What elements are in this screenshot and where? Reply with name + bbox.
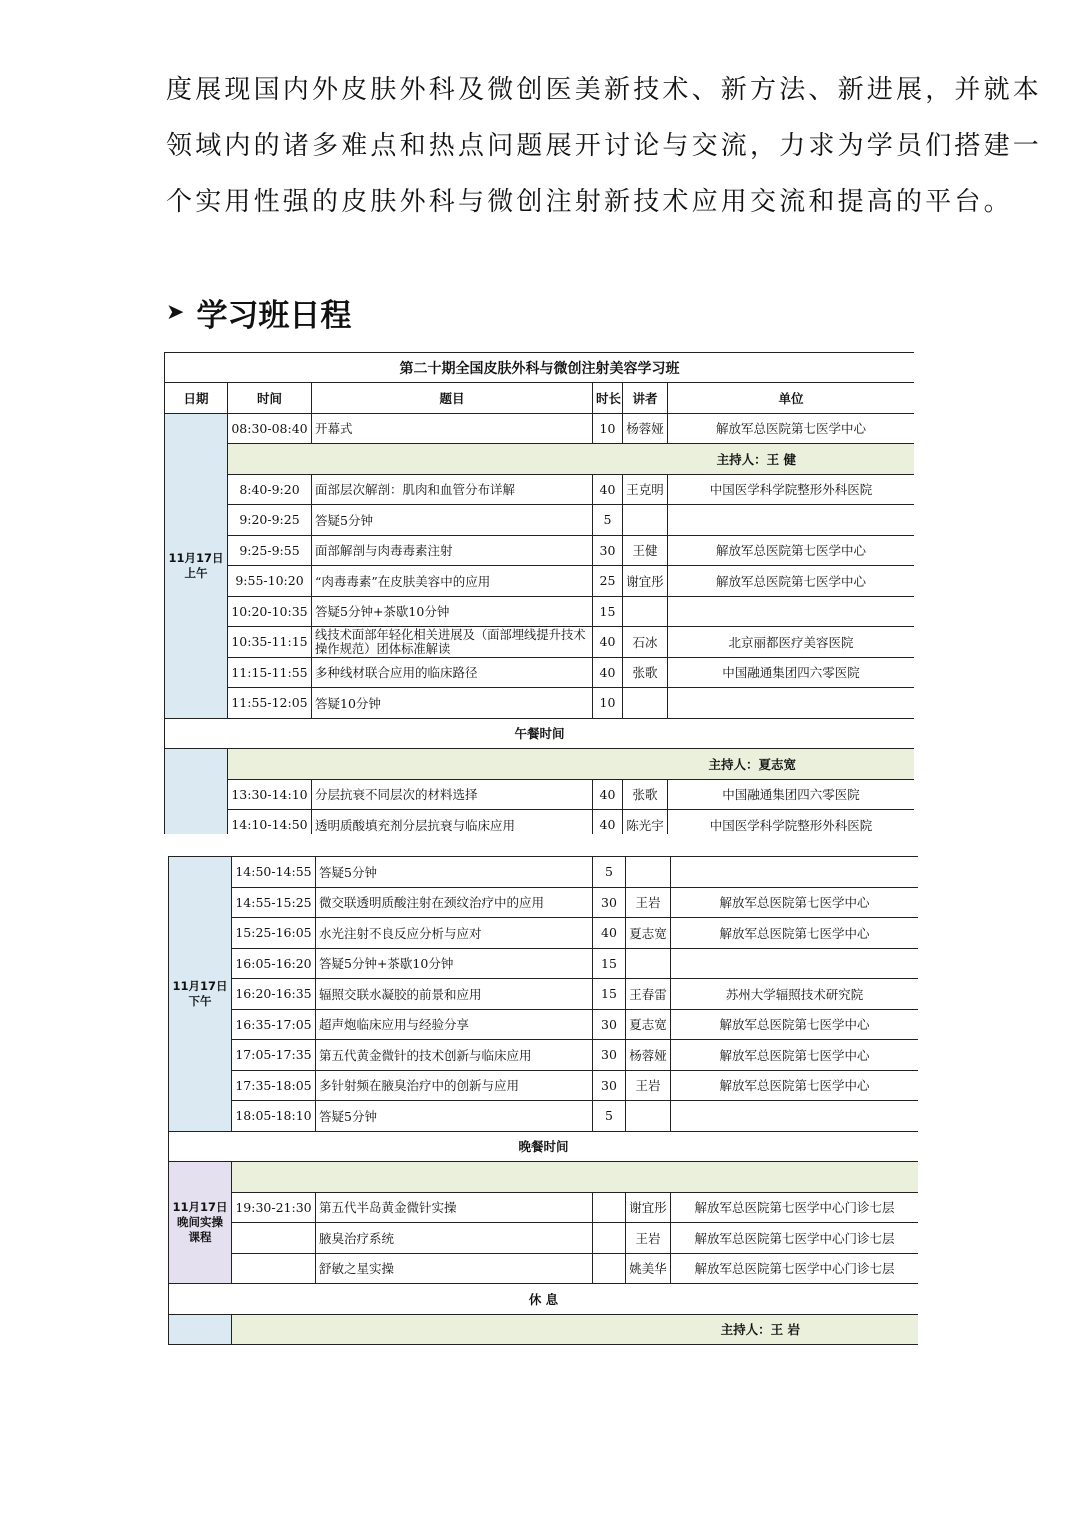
intro-paragraph	[166, 62, 1043, 230]
day-next-cell	[169, 1314, 232, 1345]
duration-cell: 40	[593, 810, 623, 835]
duration-cell: 10	[593, 413, 623, 444]
table-row	[165, 505, 915, 536]
unit-cell: 解放军总医院第七医学中心门诊七层	[671, 1223, 919, 1254]
unit-cell: 解放军总医院第七医学中心	[668, 566, 915, 597]
table-row	[165, 627, 915, 658]
duration-cell: 40	[593, 627, 623, 658]
topic-cell: 超声炮临床应用与经验分享	[316, 1009, 593, 1040]
table-row	[169, 1101, 919, 1132]
time-cell: 17:35-18:05	[232, 1070, 316, 1101]
header-speaker: 讲者	[623, 383, 668, 414]
table-row	[165, 566, 915, 597]
speaker-cell: 王岩	[626, 1223, 671, 1254]
section-heading	[166, 290, 351, 335]
time-cell: 10:35-11:15	[228, 627, 312, 658]
host-row	[169, 1314, 919, 1345]
duration-cell: 40	[593, 918, 626, 949]
unit-cell: 中国融通集团四六零医院	[668, 779, 915, 810]
table-row	[169, 1040, 919, 1071]
table-row	[165, 810, 915, 835]
topic-cell: 线技术面部年轻化相关进展及（面部埋线提升技术操作规范）团体标准解读	[312, 627, 593, 658]
duration-cell: 30	[593, 1070, 626, 1101]
time-cell: 11:55-12:05	[228, 688, 312, 719]
duration-cell: 30	[593, 1009, 626, 1040]
time-cell: 14:10-14:50	[228, 810, 312, 835]
speaker-cell	[623, 596, 668, 627]
duration-cell: 15	[593, 596, 623, 627]
arrow-bullet-icon: ➤	[166, 300, 185, 325]
table-row	[165, 657, 915, 688]
table-row	[169, 887, 919, 918]
speaker-cell	[626, 1101, 671, 1132]
speaker-cell: 谢宜彤	[626, 1192, 671, 1223]
table-row	[165, 535, 915, 566]
speaker-cell: 杨蓉娅	[623, 413, 668, 444]
time-cell: 9:20-9:25	[228, 505, 312, 536]
speaker-cell	[626, 948, 671, 979]
duration-cell	[593, 1192, 626, 1223]
duration-cell	[593, 1253, 626, 1284]
day-afternoon-cell: 11月17日下午	[169, 857, 232, 1132]
speaker-cell: 谢宜彤	[623, 566, 668, 597]
duration-cell: 10	[593, 688, 623, 719]
speaker-cell: 王克明	[623, 474, 668, 505]
duration-cell	[593, 1223, 626, 1254]
unit-cell: 中国医学科学院整形外科医院	[668, 474, 915, 505]
topic-cell: 面部解剖与肉毒毒素注射	[312, 535, 593, 566]
intro-line: 个实用性强的皮肤外科与微创注射新技术应用交流和提高的平台。	[166, 187, 1013, 217]
table-row	[169, 979, 919, 1010]
speaker-cell: 杨蓉娅	[626, 1040, 671, 1071]
host-label: 主持人：王 健	[228, 444, 915, 475]
duration-cell: 40	[593, 657, 623, 688]
topic-cell: 答疑5分钟+茶歇10分钟	[316, 948, 593, 979]
topic-cell: 答疑5分钟	[312, 505, 593, 536]
time-cell: 15:25-16:05	[232, 918, 316, 949]
unit-cell: 中国融通集团四六零医院	[668, 657, 915, 688]
header-duration: 时长	[593, 383, 623, 414]
topic-cell: 答疑10分钟	[312, 688, 593, 719]
unit-cell	[671, 948, 919, 979]
duration-cell: 5	[593, 857, 626, 888]
host-row	[165, 444, 915, 475]
topic-cell: 答疑5分钟	[316, 1101, 593, 1132]
duration-cell: 15	[593, 948, 626, 979]
speaker-cell: 王春雷	[626, 979, 671, 1010]
rest-label: 休 息	[169, 1284, 919, 1315]
table-row	[169, 1070, 919, 1101]
time-cell: 14:50-14:55	[232, 857, 316, 888]
duration-cell: 40	[593, 474, 623, 505]
host-label: 主持人：夏志宽	[228, 749, 915, 780]
duration-cell: 30	[593, 1040, 626, 1071]
speaker-cell: 石冰	[623, 627, 668, 658]
speaker-cell: 陈光宇	[623, 810, 668, 835]
topic-cell: 微交联透明质酸注射在颈纹治疗中的应用	[316, 887, 593, 918]
unit-cell	[671, 857, 919, 888]
schedule-table-part-2	[168, 856, 918, 1347]
intro-line: 度展现国内外皮肤外科及微创医美新技术、新方法、新进展，并就本	[166, 75, 1043, 105]
topic-cell: 答疑5分钟+茶歇10分钟	[312, 596, 593, 627]
time-cell: 17:05-17:35	[232, 1040, 316, 1071]
topic-cell: 辐照交联水凝胶的前景和应用	[316, 979, 593, 1010]
table-row	[165, 779, 915, 810]
time-cell: 16:35-17:05	[232, 1009, 316, 1040]
header-unit: 单位	[668, 383, 915, 414]
unit-cell: 解放军总医院第七医学中心门诊七层	[671, 1253, 919, 1284]
table-row	[169, 1162, 919, 1193]
table-row	[165, 474, 915, 505]
topic-cell: 舒敏之星实操	[316, 1253, 593, 1284]
unit-cell: 解放军总医院第七医学中心	[671, 918, 919, 949]
table-row	[165, 413, 915, 444]
schedule-table-part-1	[164, 352, 914, 834]
header-topic: 题目	[312, 383, 593, 414]
day-morning-cell: 11月17日上午	[165, 413, 228, 718]
unit-cell: 解放军总医院第七医学中心	[671, 1009, 919, 1040]
time-cell: 8:40-9:20	[228, 474, 312, 505]
time-cell: 11:15-11:55	[228, 657, 312, 688]
evening-spacer	[232, 1162, 919, 1193]
topic-cell: 多针射频在腋臭治疗中的创新与应用	[316, 1070, 593, 1101]
topic-cell: 腋臭治疗系统	[316, 1223, 593, 1254]
duration-cell: 5	[593, 1101, 626, 1132]
time-cell: 10:20-10:35	[228, 596, 312, 627]
header-date: 日期	[165, 383, 228, 414]
table-row	[165, 596, 915, 627]
section-heading-text: 学习班日程	[196, 298, 352, 334]
speaker-cell: 王健	[623, 535, 668, 566]
topic-cell: 面部层次解剖：肌肉和血管分布详解	[312, 474, 593, 505]
topic-cell: 多种线材联合应用的临床路径	[312, 657, 593, 688]
table-row	[169, 1253, 919, 1284]
unit-cell	[671, 1101, 919, 1132]
unit-cell: 苏州大学辐照技术研究院	[671, 979, 919, 1010]
speaker-cell	[623, 505, 668, 536]
intro-line: 领域内的诸多难点和热点问题展开讨论与交流，力求为学员们搭建一	[166, 131, 1043, 161]
table-row	[169, 1009, 919, 1040]
table-row	[169, 948, 919, 979]
speaker-cell: 王岩	[626, 887, 671, 918]
table-row	[169, 1223, 919, 1254]
time-cell: 9:25-9:55	[228, 535, 312, 566]
topic-cell: 开幕式	[312, 413, 593, 444]
unit-cell: 解放军总医院第七医学中心	[668, 413, 915, 444]
speaker-cell	[626, 857, 671, 888]
unit-cell: 解放军总医院第七医学中心门诊七层	[671, 1192, 919, 1223]
time-cell	[232, 1253, 316, 1284]
topic-cell: 答疑5分钟	[316, 857, 593, 888]
unit-cell	[668, 688, 915, 719]
table-row	[169, 857, 919, 888]
time-cell	[232, 1223, 316, 1254]
unit-cell: 解放军总医院第七医学中心	[668, 535, 915, 566]
topic-cell: 水光注射不良反应分析与应对	[316, 918, 593, 949]
topic-cell: 透明质酸填充剂分层抗衰与临床应用	[312, 810, 593, 835]
time-cell: 08:30-08:40	[228, 413, 312, 444]
unit-cell	[668, 505, 915, 536]
time-cell: 14:55-15:25	[232, 887, 316, 918]
rest-row	[169, 1284, 919, 1315]
duration-cell: 40	[593, 779, 623, 810]
time-cell: 16:20-16:35	[232, 979, 316, 1010]
speaker-cell	[623, 688, 668, 719]
meal-row	[169, 1131, 919, 1162]
unit-cell: 中国医学科学院整形外科医院	[668, 810, 915, 835]
topic-cell: 第五代黄金微针的技术创新与临床应用	[316, 1040, 593, 1071]
time-cell: 16:05-16:20	[232, 948, 316, 979]
speaker-cell: 张歌	[623, 779, 668, 810]
unit-cell	[668, 596, 915, 627]
topic-cell: 第五代半岛黄金微针实操	[316, 1192, 593, 1223]
unit-cell: 北京丽都医疗美容医院	[668, 627, 915, 658]
table-row	[169, 918, 919, 949]
table-title: 第二十期全国皮肤外科与微创注射美容学习班	[165, 353, 915, 383]
topic-cell: 分层抗衰不同层次的材料选择	[312, 779, 593, 810]
unit-cell: 解放军总医院第七医学中心	[671, 887, 919, 918]
day-afternoon-cell-top	[165, 749, 228, 835]
time-cell: 13:30-14:10	[228, 779, 312, 810]
meal-row	[165, 718, 915, 749]
host-label: 主持人：王 岩	[232, 1314, 919, 1345]
time-cell: 9:55-10:20	[228, 566, 312, 597]
host-row	[165, 749, 915, 780]
duration-cell: 30	[593, 887, 626, 918]
speaker-cell: 张歌	[623, 657, 668, 688]
unit-cell: 解放军总医院第七医学中心	[671, 1040, 919, 1071]
duration-cell: 15	[593, 979, 626, 1010]
duration-cell: 5	[593, 505, 623, 536]
table-row	[169, 1192, 919, 1223]
topic-cell: “肉毒毒素”在皮肤美容中的应用	[312, 566, 593, 597]
day-evening-cell: 11月17日晚间实操课程	[169, 1162, 232, 1284]
dinner-label: 晚餐时间	[169, 1131, 919, 1162]
speaker-cell: 王岩	[626, 1070, 671, 1101]
header-time: 时间	[228, 383, 312, 414]
speaker-cell: 夏志宽	[626, 1009, 671, 1040]
unit-cell: 解放军总医院第七医学中心	[671, 1070, 919, 1101]
table-row	[165, 688, 915, 719]
duration-cell: 25	[593, 566, 623, 597]
speaker-cell: 姚美华	[626, 1253, 671, 1284]
time-cell: 19:30-21:30	[232, 1192, 316, 1223]
speaker-cell: 夏志宽	[626, 918, 671, 949]
duration-cell: 30	[593, 535, 623, 566]
lunch-label: 午餐时间	[165, 718, 915, 749]
time-cell: 18:05-18:10	[232, 1101, 316, 1132]
